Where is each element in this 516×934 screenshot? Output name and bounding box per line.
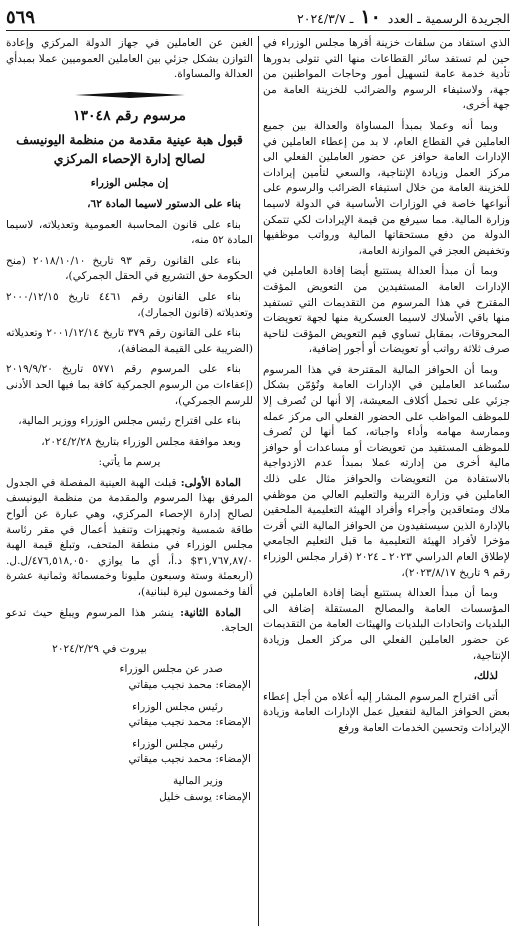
authority-line: إن مجلس الوزراء: [90, 177, 169, 190]
left-column: [6, 36, 253, 811]
paragraph: وبما أن مبدأ العدالة يستتبع أيضا إفادة العاملين في الإدارات العامة المستفيدين من التعويض المؤقت المقترح في هذا المرسوم من التقديمات التي تستفيد منها باقي الأسلاك لاسيما العسكرية منها لجهة تعويضات المحروقات، بمقابل تساوي قيم التعويض المؤقت لناحية صرف ثلاثة رواتب أو تعويضات أو أجور إضافية،: [263, 265, 510, 356]
column-divider: [258, 36, 259, 926]
page-number: ٥٦٩: [6, 7, 36, 28]
basis-line: وبعد موافقة مجلس الوزراء بتاريخ ٢٠٢٤/٢/٢٨،: [41, 435, 241, 448]
article-1: [6, 476, 253, 601]
signature-block: [6, 774, 253, 805]
section-heading: لذلك،: [473, 670, 498, 683]
signature-title: رئيس مجلس الوزراء: [132, 700, 223, 713]
paragraph: الغبن عن العاملين في جهاز الدولة المركزي وإعادة التوازن بشكل جزئي بين العاملين العموميين عملا بمبدأي العدالة والمساواة.: [6, 37, 253, 81]
decrees-line: يرسم ما يأتي:: [98, 456, 161, 469]
article-text: ينشر هذا المرسوم ويبلغ حيث تدعو الحاجة.: [6, 606, 253, 635]
signature-block: [6, 662, 253, 693]
basis-line: بناء على القانون رقم ٤٤٦١ تاريخ ٢٠٠٠/١٢/١٥ وتعديلاته (قانون الجمارك)،: [6, 290, 253, 319]
basis-line: بناء على اقتراح رئيس مجلس الوزراء ووزير المالية،: [18, 415, 241, 428]
paragraph: وبما أن مبدأ العدالة يستتبع أيضا إفادة العاملين في المؤسسات العامة والمصالح المستقلة إضافة الى البلديات واتحادات البلديات والهيئات العامة من التقديمات عن حضور العاملين الفعلي الى مركز العمل وزيادة الإنتاجية،: [263, 587, 510, 662]
signature-name: الإمضاء: محمد نجيب ميقاتي: [128, 679, 251, 691]
signature-name: الإمضاء: محمد نجيب ميقاتي: [128, 753, 251, 766]
decree-number: مرسوم رقم ١٣٠٤٨: [73, 107, 186, 124]
right-column: [263, 36, 510, 742]
issue-date: ـ ٢٠٢٤/٣/٧: [297, 11, 354, 26]
basis-line: بناء على القانون رقم ٣٧٩ تاريخ ٢٠٠١/١٢/١٤ وتعديلاته (الضريبة على القيمة المضافة)،: [6, 327, 253, 355]
paragraph: وبما أنه وعملا بمبدأ المساواة والعدالة بين جميع العاملين في القطاع العام، لا بد من إعطاء العاملين في الإدارات العامة حوافز عن حضور العاملين الفعلي الى مركز العمل وزيادة الإنتاجية، والسعي لتأمين إيرادات للخزينة العامة من خلال استيفاء الضرائب والرسوم على أنواعها خاصة في الوزارات الأساسية في الدولة لاسيما وزارة المالية. مما سيرفع من قيمة الإيرادات لكي تتمكن الدولة من دفع مستحقاتها المالية ورواتب موظفيها وتخفيض العجز في الموازنة العامة،: [263, 119, 510, 257]
signature-name: الإمضاء: محمد نجيب ميقاتي: [128, 716, 251, 729]
basis-line: بناء على قانون المحاسبة العمومية وتعديلاته، لاسيما المادة ٥٢ منه،: [6, 218, 253, 247]
section-divider: [6, 91, 253, 99]
article-label: المادة الثانية:: [180, 606, 241, 619]
publication-name: الجريدة الرسمية ـ العدد: [387, 11, 510, 26]
decree-subject: قبول هبة عينية مقدمة من منظمة اليونيسف لصالح إدارة الإحصاء المركزي: [16, 132, 243, 167]
signature-title: وزير المالية: [172, 774, 223, 787]
paragraph: الذي استفاد من سلفات خزينة أقرها مجلس الوزراء في حين لم تستفد سائر القطاعات منها التي تتولى بدورها تأدية خدمة عامة لتسهيل أمور وحاجات المواطنين من جهة، ولاستيفاء الرسوم والضرائب للخزينة العامة من جهة أخرى،: [263, 37, 510, 112]
divider-ornament-icon: [75, 91, 185, 99]
paragraph: أتى اقتراح المرسوم المشار إليه أعلاه من أجل إعطاء بعض الحوافز المالية لتفعيل عمل الإدارات العامة وزيادة الإيرادات وتحسين الخدمات العامة ورفع: [263, 690, 510, 734]
basis-line: بناء على القانون رقم ٩٣ تاريخ ٢٠١٨/١٠/١٠ (منح الحكومة حق التشريع في الحقل الجمركي)،: [6, 254, 253, 283]
signature-name: الإمضاء: يوسف خليل: [159, 790, 251, 803]
basis-line: بناء على الدستور لاسيما المادة ٦٢،: [87, 197, 241, 210]
basis-line: بناء على المرسوم رقم ٥٧٧١ تاريخ ٢٠١٩/٩/٢٠ (إعفاءات من الرسوم الجمركية كافة بما فيها الحد الأدنى للرسم الجمركي)،: [6, 363, 253, 407]
signature-block: [6, 700, 253, 731]
paragraph: وبما أن الحوافز المالية المقترحة في هذا المرسوم ستُساعد العاملين في الإدارات العامة وتُؤمّن بشكل جزئي على تحمل أكلاف المعيشة، إلا أنها لن تُصرف إلا للموظف المواظب على الحضور الفعلي الى مركز عمله وممارسة مهامه وأداء واجباته، كما أنها لن تُصرف للموظف المستفيد من تعويضات أو مساعدات أو حوافز مالية أخرى من إدارته عملا بمبدأ عدم الازدواجية بالاستفادة من التعويضات والحوافز مثال على ذلك العاملين في وزارة التربية والتعليم العالي من موظفي ملاك ومتعاقدين وأجراء وأفراد الهيئة التعليمية الملحقين بالإدارة الذين سيستفيدون من الحوافز المالية التي أقرت مؤخرا لأفراد الهيئة التعليمية ما قبل التعليم الجامعي لإطلاق العام الدراسي ٢٠٢٣ ـ ٢٠٢٤ (قرار مجلس الوزراء رقم ٩ تاريخ ٢٠٢٣/٨/١٧)،: [263, 363, 511, 579]
issue-number: ١٠: [360, 6, 381, 28]
signature-block: [6, 737, 253, 768]
place-date: بيروت في ٢٠٢٤/٢/٢٩: [52, 642, 147, 655]
article-text: قبلت الهبة العينية المفصلة في الجدول المرفق بهذا المرسوم والمقدمة من منظمة اليونيسف لصالح إدارة الإحصاء المركزي، وهي عبارة عن ألواح طاقة شمسية وتجهيزات وتنفيذ أعمال في مقر رئاسة مجلس الوزراء في منطقة المتحف، وتبلغ قيمة الهبة ٣١,٧٦٧,٨٧/٠$ د.أ، أي ما يوازي ٤٧٦,٥١٨,٠٥٠/ل.ل. (اربعمئة وستة وسبعون مليونا وخمسمائة وثمانية عشرة ألفا وخمسون ليرة لبنانية)،: [6, 476, 253, 599]
page-header: [6, 6, 510, 31]
publication-line: [297, 6, 510, 28]
signature-title: صدر عن مجلس الوزراء: [119, 663, 223, 676]
signature-title: رئيس مجلس الوزراء: [132, 737, 223, 750]
article-label: المادة الأولى:: [180, 476, 241, 489]
article-2: [6, 606, 253, 637]
